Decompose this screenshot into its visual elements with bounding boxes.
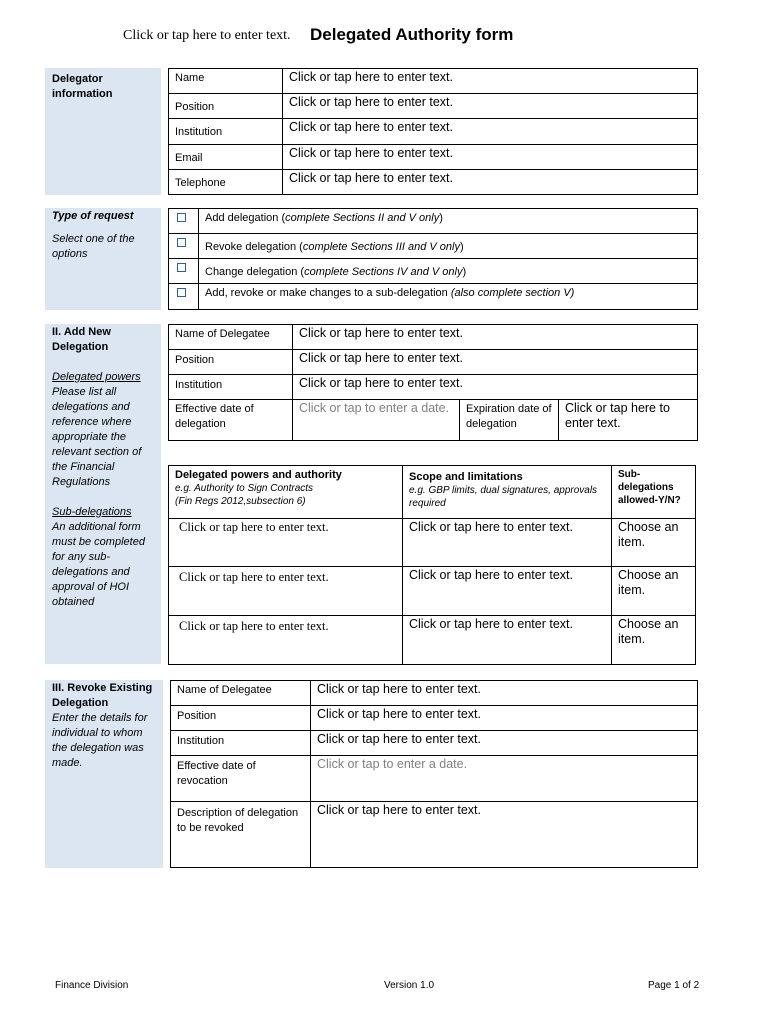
powers-field[interactable]: Click or tap here to enter text. [169,616,403,665]
revoke-side-note: Enter the details for individual to whom the delegation was made. [52,712,148,769]
effective-date-picker[interactable]: Click or tap to enter a date. [293,400,460,441]
revoke-institution-field[interactable]: Click or tap here to enter text. [311,731,698,756]
revoke-position-field[interactable]: Click or tap here to enter text. [311,706,698,731]
add-side-sub-delegations: Sub-delegations [52,506,132,518]
change-delegation-checkbox[interactable] [177,263,186,272]
delegated-powers-table [168,465,696,665]
revocation-date-picker[interactable]: Click or tap to enter a date. [311,756,698,802]
scope-field[interactable]: Click or tap here to enter text. [403,616,612,665]
revoke-side-title: III. Revoke Existing Delegation [52,682,153,709]
field-label: Position [171,706,311,731]
request-option [169,234,698,259]
scope-header: Scope and limitations e.g. GBP limits, dual signatures, approvals required [403,466,612,519]
field-label: Description of delegation to be revoked [171,802,311,868]
scope-field[interactable]: Click or tap here to enter text. [403,567,612,616]
table-row [169,519,696,567]
field-label: Name [169,69,283,94]
add-side-delegated-powers: Delegated powers [52,371,141,383]
field-label: Effective date of revocation [171,756,311,802]
add-side-note1: Please list all delegations and reference where appropriate the relevant section of the Financial Regulations [52,386,142,488]
delegator-email-field[interactable]: Click or tap here to enter text. [283,145,698,170]
field-label: Effective date of delegation [169,400,293,441]
add-delegatee-table [168,324,698,441]
footer-left: Finance Division [55,980,129,991]
delegator-telephone-field[interactable]: Click or tap here to enter text. [283,170,698,195]
table-row [169,616,696,665]
revoke-delegation-checkbox[interactable] [177,238,186,247]
add-side-note2: An additional form must be completed for any sub-delegations and approval of HOI obtained [52,521,145,608]
request-option-label: Revoke delegation (complete Sections III and V only) [199,234,698,259]
request-option [169,284,698,310]
field-label: Position [169,350,293,375]
field-label: Position [169,94,283,119]
delegator-institution-field[interactable]: Click or tap here to enter text. [283,119,698,145]
add-side-panel [45,324,161,664]
delegator-row [169,145,698,170]
field-label: Institution [169,375,293,400]
sub-delegation-dropdown[interactable]: Choose an item. [612,616,696,665]
add-delegatee-institution-field[interactable]: Click or tap here to enter text. [293,375,698,400]
revoke-side-panel [45,680,163,868]
field-label: Name of Delegatee [169,325,293,350]
expiration-date-field[interactable]: Click or tap here to enter text. [559,400,698,441]
sub-delegation-dropdown[interactable]: Choose an item. [612,519,696,567]
delegator-row [169,119,698,145]
sub-delegation-checkbox[interactable] [177,288,186,297]
request-side-panel [45,208,161,310]
revoke-table [170,680,698,868]
delegator-position-field[interactable]: Click or tap here to enter text. [283,94,698,119]
request-side-note: Select one of the options [52,233,135,260]
footer-version: Version 1.0 [384,980,435,991]
delegator-row [169,69,698,94]
request-option [169,209,698,234]
add-delegation-checkbox[interactable] [177,213,186,222]
delegator-side-panel [45,68,161,195]
request-option-label: Add, revoke or make changes to a sub-delegation (also complete section V) [199,284,698,310]
scope-field[interactable]: Click or tap here to enter text. [403,519,612,567]
revoke-description-field[interactable]: Click or tap here to enter text. [311,802,698,868]
sub-delegations-header: Sub-delegations allowed-Y/N? [612,466,696,519]
add-delegatee-position-field[interactable]: Click or tap here to enter text. [293,350,698,375]
footer-page-number: Page 1 of 2 [648,980,700,991]
table-row [169,567,696,616]
delegator-table [168,68,698,195]
header-placeholder[interactable]: Click or tap here to enter text. [123,28,291,43]
field-label: Name of Delegatee [171,681,311,706]
powers-header: Delegated powers and authority e.g. Authority to Sign Contracts (Fin Regs 2012,subsection 6) [169,466,403,519]
table-header-row [169,466,696,519]
request-option-label: Add delegation (complete Sections II and V only) [199,209,698,234]
delegator-row [169,94,698,119]
revoke-name-field[interactable]: Click or tap here to enter text. [311,681,698,706]
request-option [169,259,698,284]
field-label: Email [169,145,283,170]
field-label: Institution [169,119,283,145]
powers-field[interactable]: Click or tap here to enter text. [169,567,403,616]
field-label: Expiration date of delegation [460,400,559,441]
delegator-row [169,170,698,195]
add-delegatee-name-field[interactable]: Click or tap here to enter text. [293,325,698,350]
powers-field[interactable]: Click or tap here to enter text. [169,519,403,567]
request-table [168,208,698,310]
page-title: Delegated Authority form [310,25,514,44]
delegator-side-title: Delegator information [52,73,113,100]
add-side-title: II. Add New Delegation [52,326,111,353]
sub-delegation-dropdown[interactable]: Choose an item. [612,567,696,616]
field-label: Telephone [169,170,283,195]
delegator-name-field[interactable]: Click or tap here to enter text. [283,69,698,94]
field-label: Institution [171,731,311,756]
request-option-label: Change delegation (complete Sections IV and V only) [199,259,698,284]
request-side-title: Type of request [52,210,134,222]
